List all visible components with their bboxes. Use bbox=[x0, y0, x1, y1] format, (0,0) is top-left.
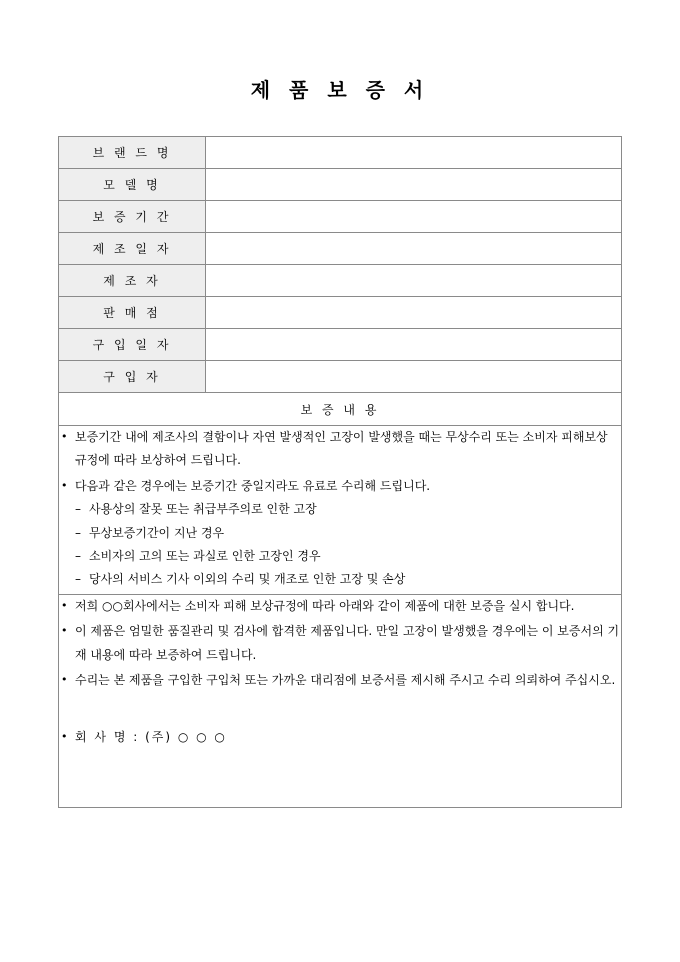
list-item: • 수리는 본 제품을 구입한 구입처 또는 가까운 대리점에 보증서를 제시해 주시고 수리 의뢰하여 주십시오. bbox=[59, 669, 621, 692]
field-label-purchase-date: 구 입 일 자 bbox=[59, 329, 206, 361]
warranty-notice-block bbox=[59, 594, 622, 807]
list-item bbox=[59, 475, 621, 592]
field-value-manufacturer[interactable] bbox=[206, 265, 622, 297]
table-row bbox=[59, 393, 622, 426]
warranty-table bbox=[58, 136, 622, 808]
table-row bbox=[59, 297, 622, 329]
field-value-warranty-period[interactable] bbox=[206, 201, 622, 233]
page-title: 제 품 보 증 서 bbox=[250, 78, 430, 102]
field-value-purchaser[interactable] bbox=[206, 361, 622, 393]
warranty-exclusions-list bbox=[75, 498, 621, 592]
field-value-manufacture-date[interactable] bbox=[206, 233, 622, 265]
field-value-seller[interactable] bbox=[206, 297, 622, 329]
table-row bbox=[59, 329, 622, 361]
field-label-model: 모 델 명 bbox=[59, 169, 206, 201]
company-name-line: • 회 사 명 : (주) ○ ○ ○ bbox=[59, 726, 621, 749]
field-label-seller: 판 매 점 bbox=[59, 297, 206, 329]
warranty-table-container bbox=[58, 136, 622, 808]
table-row bbox=[59, 594, 622, 807]
list-item: – 소비자의 고의 또는 과실로 인한 고장인 경우 bbox=[75, 545, 621, 568]
table-row bbox=[59, 426, 622, 595]
field-label-warranty-period: 보 증 기 간 bbox=[59, 201, 206, 233]
list-item: • 이 제품은 엄밀한 품질관리 및 검사에 합격한 제품입니다. 만일 고장이 발생했을 경우에는 이 보증서의 기재 내용에 따라 보증하여 드립니다. bbox=[59, 620, 621, 667]
list-item: • 보증기간 내에 제조사의 결함이나 자연 발생적인 고장이 발생했을 때는 무상수리 또는 소비자 피해보상 규정에 따라 보상하여 드립니다. bbox=[59, 426, 621, 473]
section-heading-warranty-content: 보 증 내 용 bbox=[59, 393, 622, 426]
field-label-manufacturer: 제 조 자 bbox=[59, 265, 206, 297]
table-row bbox=[59, 137, 622, 169]
warranty-notice-list bbox=[59, 595, 621, 693]
list-item: – 무상보증기간이 지난 경우 bbox=[75, 522, 621, 545]
table-row bbox=[59, 169, 622, 201]
warranty-terms-list bbox=[59, 426, 621, 592]
table-row bbox=[59, 201, 622, 233]
list-item: • 저희 ○○회사에서는 소비자 피해 보상규정에 따라 아래와 같이 제품에 대한 보증을 실시 합니다. bbox=[59, 595, 621, 618]
table-row bbox=[59, 265, 622, 297]
list-item: – 사용상의 잘못 또는 취급부주의로 인한 고장 bbox=[75, 498, 621, 521]
table-row bbox=[59, 361, 622, 393]
field-value-purchase-date[interactable] bbox=[206, 329, 622, 361]
field-label-purchaser: 구 입 자 bbox=[59, 361, 206, 393]
field-value-brand[interactable] bbox=[206, 137, 622, 169]
list-item: – 당사의 서비스 기사 이외의 수리 및 개조로 인한 고장 및 손상 bbox=[75, 568, 621, 591]
field-label-brand: 브 랜 드 명 bbox=[59, 137, 206, 169]
field-label-manufacture-date: 제 조 일 자 bbox=[59, 233, 206, 265]
warranty-terms-block bbox=[59, 426, 622, 595]
table-row bbox=[59, 233, 622, 265]
list-item-text: 다음과 같은 경우에는 보증기간 중일지라도 유료로 수리해 드립니다. bbox=[75, 478, 431, 493]
field-value-model[interactable] bbox=[206, 169, 622, 201]
